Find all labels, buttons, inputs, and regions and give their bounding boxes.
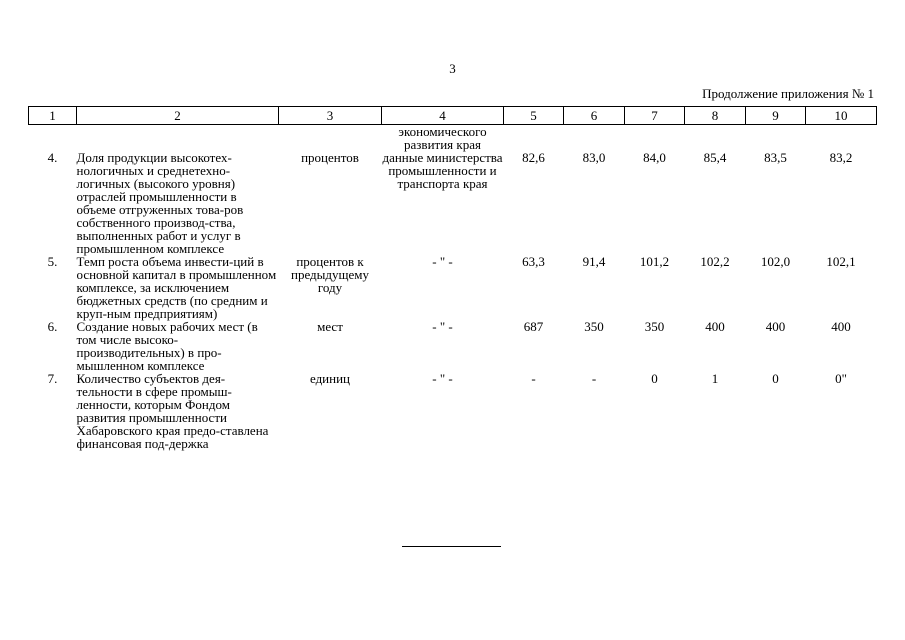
unit: мест: [317, 319, 343, 334]
value-col-8: 400: [705, 319, 725, 334]
end-separator-line: [402, 546, 501, 547]
value-col-10: 83,2: [829, 150, 853, 165]
value-col-6: 83,0: [582, 150, 606, 165]
value-col-6: 350: [584, 319, 604, 334]
header-col-9: 9: [746, 107, 806, 125]
data-source: - " -: [432, 371, 453, 386]
table-row: [29, 372, 877, 450]
page-number: 3: [449, 61, 456, 76]
value-col-9: 0: [772, 371, 779, 386]
value-col-5: 82,6: [522, 150, 545, 165]
header-col-8: 8: [685, 107, 746, 125]
row-number: 4.: [47, 150, 58, 165]
data-source: данные министерства промышленности и транспорта края: [382, 150, 503, 191]
continued-row: [29, 125, 877, 152]
row-number: 7.: [47, 371, 58, 386]
value-col-5: -: [531, 371, 536, 386]
indicator-name: Создание новых рабочих мест (в том числе высоко-производительных) в про-мышленном комплексе: [76, 319, 258, 373]
value-col-7: 84,0: [643, 150, 666, 165]
row-number: 6.: [47, 319, 58, 334]
header-col-1: 1: [29, 107, 77, 125]
value-col-5: 687: [523, 319, 544, 334]
data-source: - " -: [432, 319, 453, 334]
unit: процентов: [301, 150, 359, 165]
value-col-7: 101,2: [639, 254, 670, 269]
value-col-5: 63,3: [522, 254, 545, 269]
value-col-10: 0": [835, 371, 847, 386]
value-col-7: 0: [651, 371, 658, 386]
indicator-name: Количество субъектов дея-тельности в сфере промыш-ленности, которым Фондом развития промышленности Хабаровского края предо-ставлена финансовая под-держка: [76, 371, 269, 451]
data-source: - " -: [432, 254, 453, 269]
header-col-2: 2: [77, 107, 279, 125]
value-col-8: 102,2: [700, 254, 730, 269]
header-col-6: 6: [564, 107, 625, 125]
value-col-6: 91,4: [582, 254, 606, 269]
indicators-table: [28, 106, 877, 450]
value-col-9: 83,5: [764, 150, 787, 165]
indicator-name: Темп роста объема инвести-ций в основной капитал в промышленном комплексе, за исключением бюджетных средств (по средним и круп-ным предприятиям): [76, 254, 277, 321]
header-col-5: 5: [504, 107, 564, 125]
continued-source: экономического развития края: [398, 124, 487, 152]
value-col-8: 1: [711, 371, 719, 386]
unit: единиц: [309, 371, 351, 386]
table-row: [29, 151, 877, 255]
value-col-9: 102,0: [760, 254, 791, 269]
continuation-label: Продолжение приложения № 1: [702, 86, 874, 101]
value-col-7: 350: [644, 319, 665, 334]
row-number: 5.: [47, 254, 58, 269]
table-row: [29, 255, 877, 320]
header-row: [29, 107, 877, 125]
table-row: [29, 320, 877, 372]
unit: процентов к предыдущему году: [290, 254, 370, 295]
value-col-10: 102,1: [826, 254, 856, 269]
header-col-10: 10: [806, 107, 877, 125]
header-col-7: 7: [625, 107, 685, 125]
value-col-8: 85,4: [703, 150, 727, 165]
indicator-name: Доля продукции высокотех-нологичных и среднетехно-логичных (высокого уровня) отраслей промышленности в объеме отгруженных това-ров собственного производ-ства, выполненных работ и услуг в промышленном комплексе: [76, 150, 244, 256]
value-col-9: 400: [765, 319, 786, 334]
value-col-10: 400: [831, 319, 851, 334]
header-col-3: 3: [279, 107, 382, 125]
header-col-4: 4: [382, 107, 504, 125]
value-col-6: -: [591, 371, 597, 386]
